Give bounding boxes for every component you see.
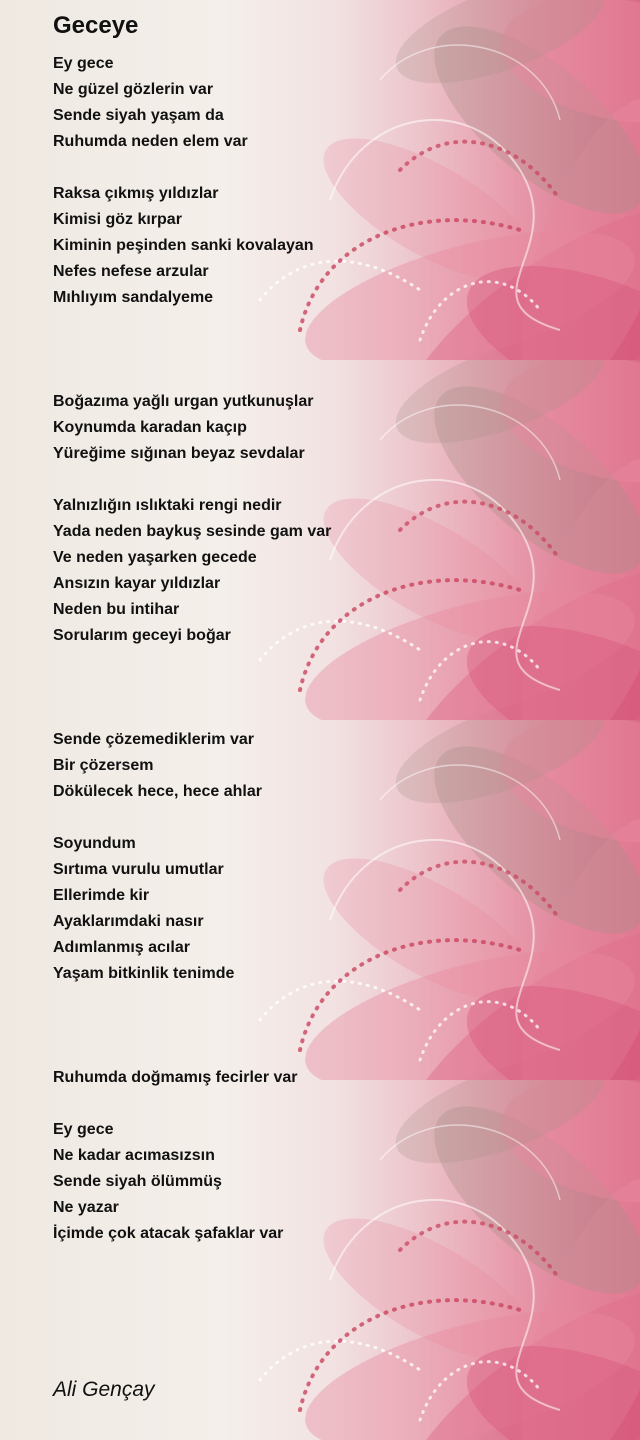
poem-line: Soyundum xyxy=(53,835,136,852)
poem-line: Sende siyah ölümmüş xyxy=(53,1173,222,1190)
poem-line: Ne yazar xyxy=(53,1199,119,1216)
poem-line: Ansızın kayar yıldızlar xyxy=(53,575,221,592)
poem-line: Yada neden baykuş sesinde gam var xyxy=(53,523,332,540)
poem-line: Neden bu intihar xyxy=(53,601,180,618)
poem-line: İçimde çok atacak şafaklar var xyxy=(53,1225,284,1242)
poem-line: Nefes nefese arzular xyxy=(53,263,209,280)
poem-line: Ey gece xyxy=(53,1121,114,1138)
poem-line: Adımlanmış acılar xyxy=(53,939,190,956)
poem-line: Kimisi göz kırpar xyxy=(53,211,182,228)
poem-line: Boğazıma yağlı urgan yutkunuşlar xyxy=(53,393,314,410)
poem-line: Koynumda karadan kaçıp xyxy=(53,419,247,436)
poem-line: Ayaklarımdaki nasır xyxy=(53,913,204,930)
poem-line: Yaşam bitkinlik tenimde xyxy=(53,965,235,982)
poem-title: Geceye xyxy=(53,12,139,39)
poem-line: Bir çözersem xyxy=(53,757,154,774)
poem-line: Ne kadar acımasızsın xyxy=(53,1147,215,1164)
poem-line: Ve neden yaşarken gecede xyxy=(53,549,257,566)
poem-line: Ruhumda neden elem var xyxy=(53,133,248,150)
poem-line: Ey gece xyxy=(53,55,114,72)
poem-line: Yüreğime sığınan beyaz sevdalar xyxy=(53,445,305,462)
poem-line: Yalnızlığın ıslıktaki rengi nedir xyxy=(53,497,282,514)
poem-author: Ali Gençay xyxy=(53,1378,155,1401)
poem-line: Dökülecek hece, hece ahlar xyxy=(53,783,262,800)
poem-line: Sende çözemediklerim var xyxy=(53,731,254,748)
poem-line: Ellerimde kir xyxy=(53,887,150,904)
poem-line: Ruhumda doğmamış fecirler var xyxy=(53,1069,298,1086)
poem-line: Sende siyah yaşam da xyxy=(53,107,224,124)
poem-line: Kiminin peşinden sanki kovalayan xyxy=(53,237,314,254)
poem-line: Sorularım geceyi boğar xyxy=(53,627,231,644)
poem-line: Raksa çıkmış yıldızlar xyxy=(53,185,219,202)
poem-line: Sırtıma vurulu umutlar xyxy=(53,861,224,878)
poem-line: Mıhlıyım sandalyeme xyxy=(53,289,214,306)
poem-line: Ne güzel gözlerin var xyxy=(53,81,214,98)
